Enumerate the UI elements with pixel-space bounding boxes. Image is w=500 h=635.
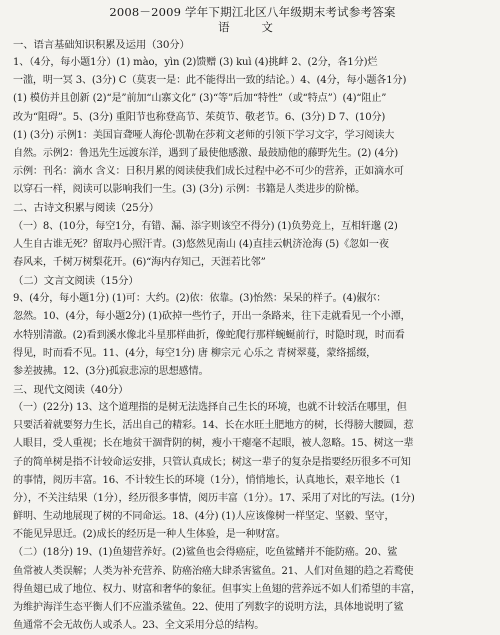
answer-line: 一滥，明一冥 3、(3分) C（莫衷一是：此不能得出一致的结论。）4、(4分，每小题各1分) [13, 75, 407, 87]
answer-line: 得鱼翅已成了地位、权力、财富和奢华的象征。但事实上鱼翅的营养远不如人们希望的丰富， [13, 583, 421, 595]
answer-line: 1、（4分，每小题1分）(1) mào，yìn (2)馈赠 (3) kuì (4)挑衅 2、(2分，各1分)烂 [13, 57, 378, 69]
answer-line: 示例：刊名：滴水 含义：日积月累的阅读使我们成长过程中必不可少的营养，正如滴水可 [13, 166, 404, 178]
answer-line: 只要活着就要努力生长，活出自己的精彩。14、长在水旺土肥地方的树，长得膀大腰圆，惹 [13, 420, 414, 432]
answer-line: 改为“阻碍”。5、(3分) 重阳节也称登高节、茱萸节、敬老节。6、(3分) D 7、(10分) [13, 111, 386, 123]
answer-line: 子的简单树是指不计较命运安排，只管认真成长；树这一辈子的复杂是指要经历很多不可知 [13, 456, 411, 468]
answer-line: 的事情，阅历丰富。16、不计较生长的环境（1分），悄悄地长，认真地长，艰辛地长（1 [13, 474, 401, 486]
answer-line: 春风来，千树万树梨花开。(6)“海内存知己，天涯若比邻” [13, 256, 266, 268]
answer-line: 自然。示例2：鲁迅先生远渡东洋，遇到了最使他感激、最鼓励他的藤野先生。(2) (4分) [13, 147, 399, 159]
answer-line: (1) (3分) 示例1：美国盲聋哑人海伦·凯勒在莎莉文老师的引领下学习文字，学习阅读大 [13, 129, 395, 141]
answer-line: 忽然。10、(4分，每小题2分) (1)砍掉一些竹子，开出一条路来，往下走就看见一个小潭， [13, 311, 411, 323]
answer-line: 参差披拂。12、(3分)孤寂悲凉的思想感情。 [13, 365, 209, 377]
document-title: 2008－2009 学年下期江北区八年级期末考试参考答案 [109, 5, 396, 19]
answer-line: 不能见异思迁。(2)成长的经历是一种人生体验，是一种财富。 [13, 529, 286, 541]
answer-line: （二）(18分) 19、(1)鱼翅营养好。(2)鲨鱼也会得癌症，吃鱼鲨鳍并不能防癌。20、鲨 [13, 547, 398, 559]
section-heading: 一、语言基础知识积累及运用（30分） [13, 39, 190, 51]
subject-heading: 语 文 [218, 20, 287, 34]
section-heading: 二、古诗文积累与阅读（25分） [13, 202, 160, 215]
answer-line: 9、(4分，每小题1分) (1)可：大约。(2)依：依靠。(3)怡然：呆呆的样子。(4)俶尔： [13, 293, 387, 305]
answer-line: 得见，时而看不见。11、(4分，每空1分) 唐 柳宗元 心乐之 青树翠蔓，蒙络摇缀， [13, 347, 377, 359]
answer-line: 以穿石一样，阅读可以影响我们一生。(3) (3分) 示例：书籍是人类进步的阶梯。 [13, 184, 366, 196]
answer-line: 鲜明、生动地展现了树的不同命运。18、(4分) (1)人应该像树一样坚定、坚毅、坚守， [13, 511, 395, 523]
section-heading: 三、现代文阅读（40分） [13, 383, 129, 396]
answer-line: 分），不关注结果（1分），经历很多事情，阅历丰富（1分）。17、采用了对比的写法。(1分) [13, 492, 415, 504]
answer-line: （一）8、(10分，每空1分，有错、漏、添字则该空不得分) (1)负势竞上，互相轩邈 (2) [13, 220, 398, 232]
answer-line: 为维护海洋生态平衡人们不应滥杀鲨鱼。22、使用了列数字的说明方法，具体地说明了鲨 [13, 601, 404, 613]
answer-body [13, 36, 492, 635]
answer-line: 人生自古谁无死？留取丹心照汗青。(3)悠然见南山 (4)直挂云帆济沧海 (5)《忽如一夜 [13, 238, 389, 250]
section-heading: （二）文言文阅读（15分） [13, 275, 139, 288]
answer-line: (1) 模仿并且创新 (2)“是”前加“山寨文化” (3)“等”后加“特性”（或“特点”）(4)“阻止” [13, 93, 387, 105]
answer-line: （一）(22分) 13、这个道理指的是树无法选择自己生长的环境，也就不计较活在哪里，但 [13, 402, 407, 414]
answer-line: 人眼目，受人重视；长在地贫干涸背阴的树，瘦小干瘪毫不起眼，被人忽略。15、树这一辈 [13, 438, 414, 450]
answer-line: 鱼常被人类误解；人类为补充营养、防癌治癌大肆杀害鲨鱼。21、人们对鱼翅的趋之若鹜使 [13, 565, 414, 577]
answer-line: 鱼通常不会无故伤人或杀人。23、全文采用分总的结构。 [13, 620, 265, 631]
answer-line: 水特别清澈。(2)看到溪水像北斗星那样曲折，像蛇爬行那样蜿蜒前行，时隐时现，时而看 [13, 329, 405, 341]
